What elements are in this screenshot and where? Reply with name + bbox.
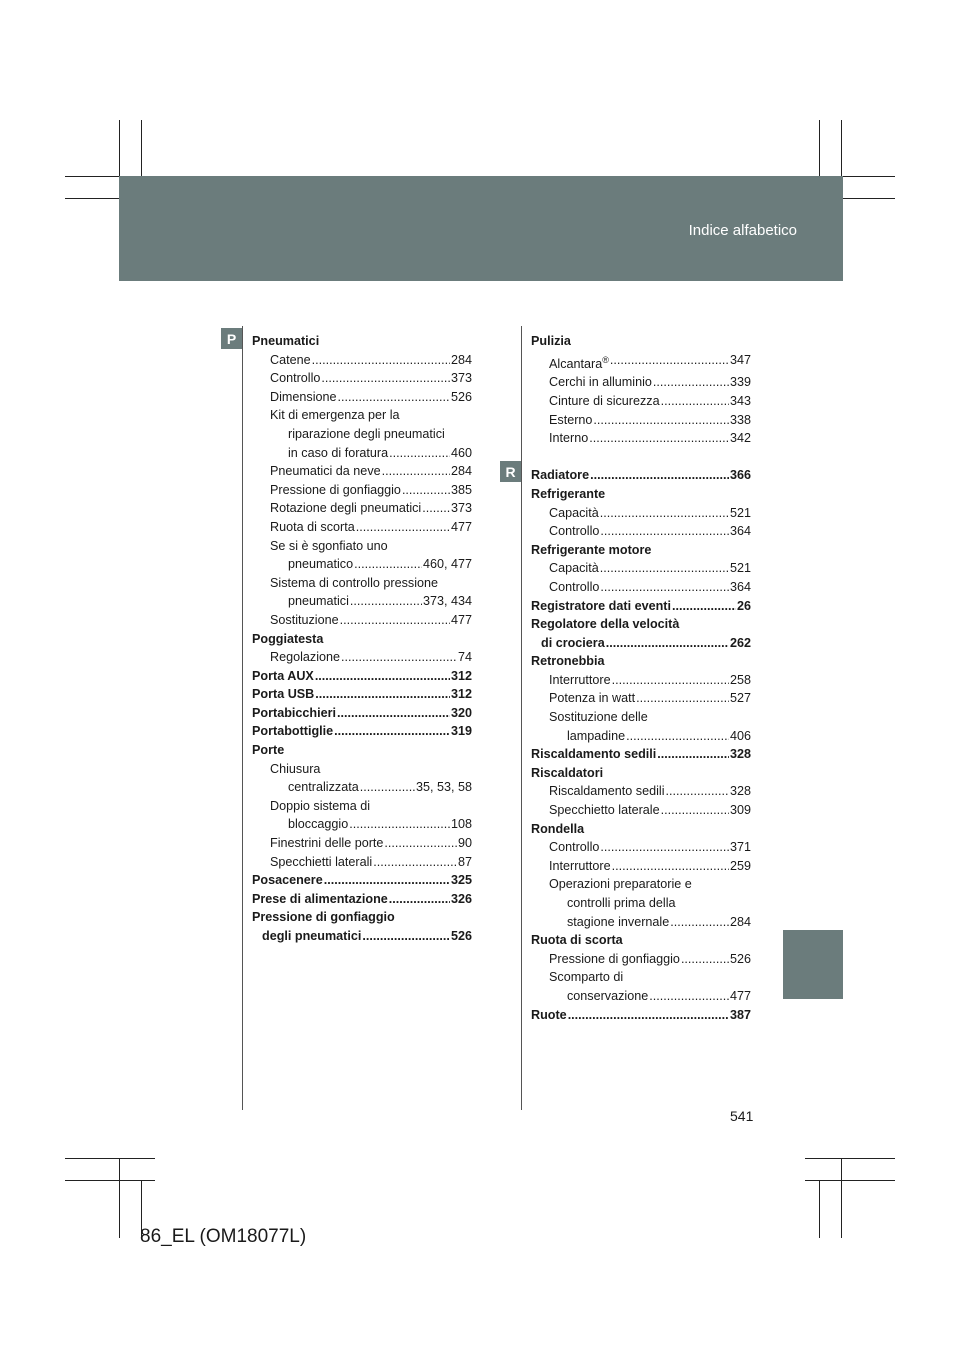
index-entry[interactable]: Cinture di sicurezza ..... 343 bbox=[531, 392, 751, 411]
index-column-left bbox=[252, 332, 472, 946]
index-subentry-text: Chiusura bbox=[270, 761, 321, 776]
index-entry[interactable]: Cerchi in alluminio ..... 339 bbox=[531, 373, 751, 392]
crop-mark bbox=[805, 1158, 895, 1159]
column-divider bbox=[242, 326, 243, 1110]
index-subentry-text: Kit di emergenza per la bbox=[270, 408, 400, 423]
column-divider bbox=[521, 326, 522, 1110]
index-entry[interactable]: Radiatore ..... 366 bbox=[531, 466, 751, 485]
index-entry[interactable]: Potenza in watt ..... 527 bbox=[531, 689, 751, 708]
index-subentry-text: Scomparto di bbox=[549, 970, 624, 985]
index-entry[interactable]: Ruota di scorta ..... 477 bbox=[252, 518, 472, 537]
index-entry[interactable]: Prese di alimentazione ..... 326 bbox=[252, 890, 472, 909]
index-entry[interactable]: Posacenere ..... 325 bbox=[252, 871, 472, 890]
index-heading: Refrigerante bbox=[531, 486, 606, 501]
section-title: Indice alfabetico bbox=[688, 222, 797, 239]
index-entry[interactable]: di crociera ..... 262 bbox=[531, 634, 751, 653]
index-entry[interactable]: Porta USB ..... 312 bbox=[252, 685, 472, 704]
index-entry[interactable]: Portabicchieri ..... 320 bbox=[252, 704, 472, 723]
index-entry[interactable]: pneumatici ..... 373, 434 bbox=[252, 592, 472, 611]
chapter-tab bbox=[783, 930, 843, 999]
index-subentry-text: controlli prima della bbox=[567, 896, 676, 910]
index-entry[interactable]: in caso di foratura ..... 460 bbox=[252, 444, 472, 463]
index-entry[interactable]: Controllo ..... 364 bbox=[531, 578, 751, 597]
index-entry[interactable]: Regolazione ..... 74 bbox=[252, 648, 472, 667]
index-entry[interactable]: Portabottiglie ..... 319 bbox=[252, 722, 472, 741]
index-subentry-text: Sistema di controllo pressione bbox=[270, 575, 438, 590]
index-entry[interactable]: conservazione ..... 477 bbox=[531, 987, 751, 1006]
index-entry[interactable]: Specchietti laterali ..... 87 bbox=[252, 853, 472, 872]
index-entry[interactable]: Porta AUX ..... 312 bbox=[252, 667, 472, 686]
index-entry[interactable]: bloccaggio ..... 108 bbox=[252, 815, 472, 834]
crop-mark bbox=[841, 1158, 842, 1238]
crop-mark bbox=[819, 1180, 820, 1238]
index-entry[interactable]: Controllo ..... 373 bbox=[252, 369, 472, 388]
index-entry[interactable]: Pressione di gonfiaggio ..... 526 bbox=[531, 950, 751, 969]
index-heading: Pulizia bbox=[531, 334, 571, 348]
index-entry[interactable]: Riscaldamento sedili ..... 328 bbox=[531, 782, 751, 801]
crop-mark bbox=[65, 1180, 155, 1181]
index-entry[interactable]: Capacità ..... 521 bbox=[531, 504, 751, 523]
crop-mark bbox=[65, 1158, 155, 1159]
index-column-right bbox=[531, 332, 751, 1024]
index-subentry-text: Sostituzione delle bbox=[549, 710, 648, 725]
index-heading: Refrigerante motore bbox=[531, 542, 652, 557]
index-heading: Rondella bbox=[531, 821, 585, 836]
index-entry[interactable]: Specchietto laterale ..... 309 bbox=[531, 801, 751, 820]
header-band bbox=[119, 176, 843, 281]
index-heading: Regolatore della velocità bbox=[531, 617, 680, 632]
index-entry[interactable]: Pressione di gonfiaggio ..... 385 bbox=[252, 481, 472, 500]
index-entry[interactable]: Finestrini delle porte ..... 90 bbox=[252, 834, 472, 853]
index-heading: Porte bbox=[252, 743, 285, 758]
index-entry[interactable]: Dimensione ..... 526 bbox=[252, 388, 472, 407]
index-entry[interactable]: stagione invernale ..... 284 bbox=[531, 913, 751, 932]
letter-badge-p: P bbox=[221, 328, 242, 349]
index-entry[interactable]: centralizzata ..... 35, 53, 58 bbox=[252, 778, 472, 797]
index-subentry-text: Doppio sistema di bbox=[270, 798, 371, 813]
index-entry[interactable]: Controllo ..... 364 bbox=[531, 522, 751, 541]
index-entry[interactable]: pneumatico ..... 460, 477 bbox=[252, 555, 472, 574]
index-subentry-text: Se si è sgonfiato uno bbox=[270, 538, 388, 553]
index-subentry-text: Operazioni preparatorie e bbox=[549, 877, 692, 892]
index-entry[interactable]: Esterno ..... 338 bbox=[531, 411, 751, 430]
index-entry[interactable]: Pneumatici da neve ..... 284 bbox=[252, 462, 472, 481]
index-heading: Pressione di gonfiaggio bbox=[252, 910, 395, 925]
index-subentry-text: riparazione degli pneumatici bbox=[288, 426, 445, 441]
page-number: 541 bbox=[730, 1108, 754, 1124]
index-heading: Poggiatesta bbox=[252, 631, 324, 646]
crop-mark bbox=[119, 1158, 120, 1238]
index-entry[interactable]: degli pneumatici ..... 526 bbox=[252, 927, 472, 946]
index-entry[interactable]: Registratore dati eventi ..... 26 bbox=[531, 597, 751, 616]
index-entry[interactable]: Riscaldamento sedili ..... 328 bbox=[531, 745, 751, 764]
index-entry[interactable]: Interruttore ..... 259 bbox=[531, 857, 751, 876]
index-entry[interactable]: Controllo ..... 371 bbox=[531, 838, 751, 857]
index-heading: Pneumatici bbox=[252, 334, 320, 348]
index-heading: Riscaldatori bbox=[531, 765, 604, 780]
index-entry[interactable]: Sostituzione ..... 477 bbox=[252, 611, 472, 630]
index-entry[interactable]: Interruttore ..... 258 bbox=[531, 671, 751, 690]
document-code: 86_EL (OM18077L) bbox=[140, 1226, 307, 1247]
index-heading: Ruota di scorta bbox=[531, 933, 623, 948]
index-entry[interactable]: Rotazione degli pneumatici ..... 373 bbox=[252, 499, 472, 518]
index-entry[interactable]: Alcantara® ..... 347 bbox=[531, 351, 751, 374]
index-entry[interactable]: Ruote ..... 387 bbox=[531, 1006, 751, 1025]
letter-badge-r: R bbox=[500, 461, 521, 482]
index-entry[interactable]: Capacità ..... 521 bbox=[531, 559, 751, 578]
index-entry[interactable]: Interno ..... 342 bbox=[531, 429, 751, 448]
index-entry[interactable]: Catene ..... 284 bbox=[252, 351, 472, 370]
index-entry[interactable]: lampadine ..... 406 bbox=[531, 727, 751, 746]
crop-mark bbox=[805, 1180, 895, 1181]
index-heading: Retronebbia bbox=[531, 654, 605, 669]
